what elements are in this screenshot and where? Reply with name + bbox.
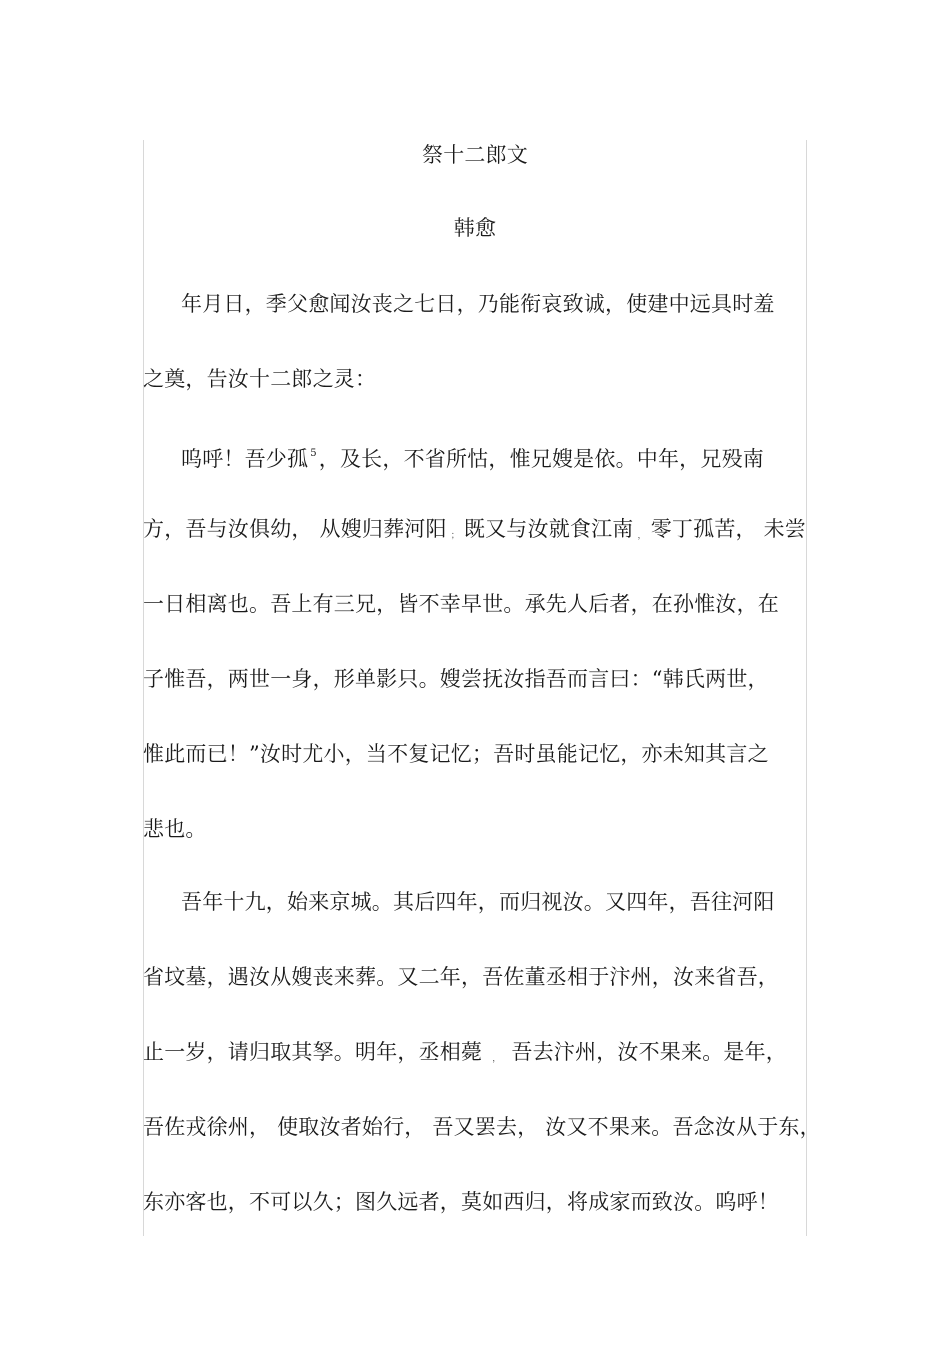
text-segment: 吾佐戎徐州， [143,1115,271,1139]
text-segment: 未尝 [763,517,807,541]
text-segment: ，及长，不省所怙，惟兄嫂是依。中年，兄殁南 [318,447,764,471]
text-line-12 [143,1112,821,1142]
text-segment: 惟此而已！”汝时尤小，当不复记忆；吾时虽能记忆，亦未知其言之 [143,742,769,766]
punctuation-mark: ， [637,531,647,541]
text-line-1 [143,289,807,319]
text-segment: 省坟墓，遇汝从嫂丧来葬。又二年，吾佐董丞相于汴州，汝来省吾， [143,965,779,989]
footnote-marker: 5 [310,448,317,459]
text-segment: 汝又不果来。吾念汝从于东， [545,1115,821,1139]
text-segment: 零丁孤苦， [650,517,757,541]
text-line-13 [143,1187,807,1217]
text-line-11 [143,1037,807,1067]
text-segment: 吾年十九，始来京城。其后四年，而归视汝。又四年，吾往河阳 [181,890,775,914]
text-line-4 [143,514,807,544]
text-line-5 [143,589,807,619]
text-segment: 悲也。 [143,817,207,841]
text-segment: 东亦客也，不可以久；图久远者，莫如西归，将成家而致汝。呜呼！ [143,1190,779,1214]
punctuation-mark: ； [450,531,460,541]
text-line-8 [143,814,807,844]
text-segment: 呜呼！吾少孤 [181,447,309,471]
text-segment: 一日相离也。吾上有三兄，皆不幸早世。承先人后者，在孙惟汝，在 [143,592,779,616]
text-segment: 方，吾与汝俱幼， [143,517,313,541]
text-line-6 [143,664,807,694]
text-line-7 [143,739,807,769]
text-segment: 吾去汴州，汝不果来。是年， [511,1040,788,1064]
text-segment: 吾又罢去， [432,1115,539,1139]
punctuation-mark: ， [492,1054,502,1064]
document-title: 祭十二郎文 [422,143,528,167]
text-segment: 止一岁，请归取其孥。明年，丞相薨 [143,1040,483,1064]
text-line-10 [143,962,807,992]
text-segment: 既又与汝就食江南 [463,517,634,541]
text-segment: 从嫂归葬河阳 [319,517,447,541]
text-segment: 子惟吾，两世一身，形单影只。嫂尝抚汝指吾而言曰：“韩氏两世， [143,667,769,691]
text-segment: 年月日，季父愈闻汝丧之七日，乃能衔哀致诚，使建中远具时羞 [181,292,775,316]
text-segment: 之奠，告汝十二郎之灵： [143,367,377,391]
text-line-2 [143,364,807,394]
author-name: 韩愈 [453,216,497,240]
text-line-3 [143,439,807,469]
text-segment: 使取汝者始行， [277,1115,426,1139]
text-line-9 [143,887,807,917]
